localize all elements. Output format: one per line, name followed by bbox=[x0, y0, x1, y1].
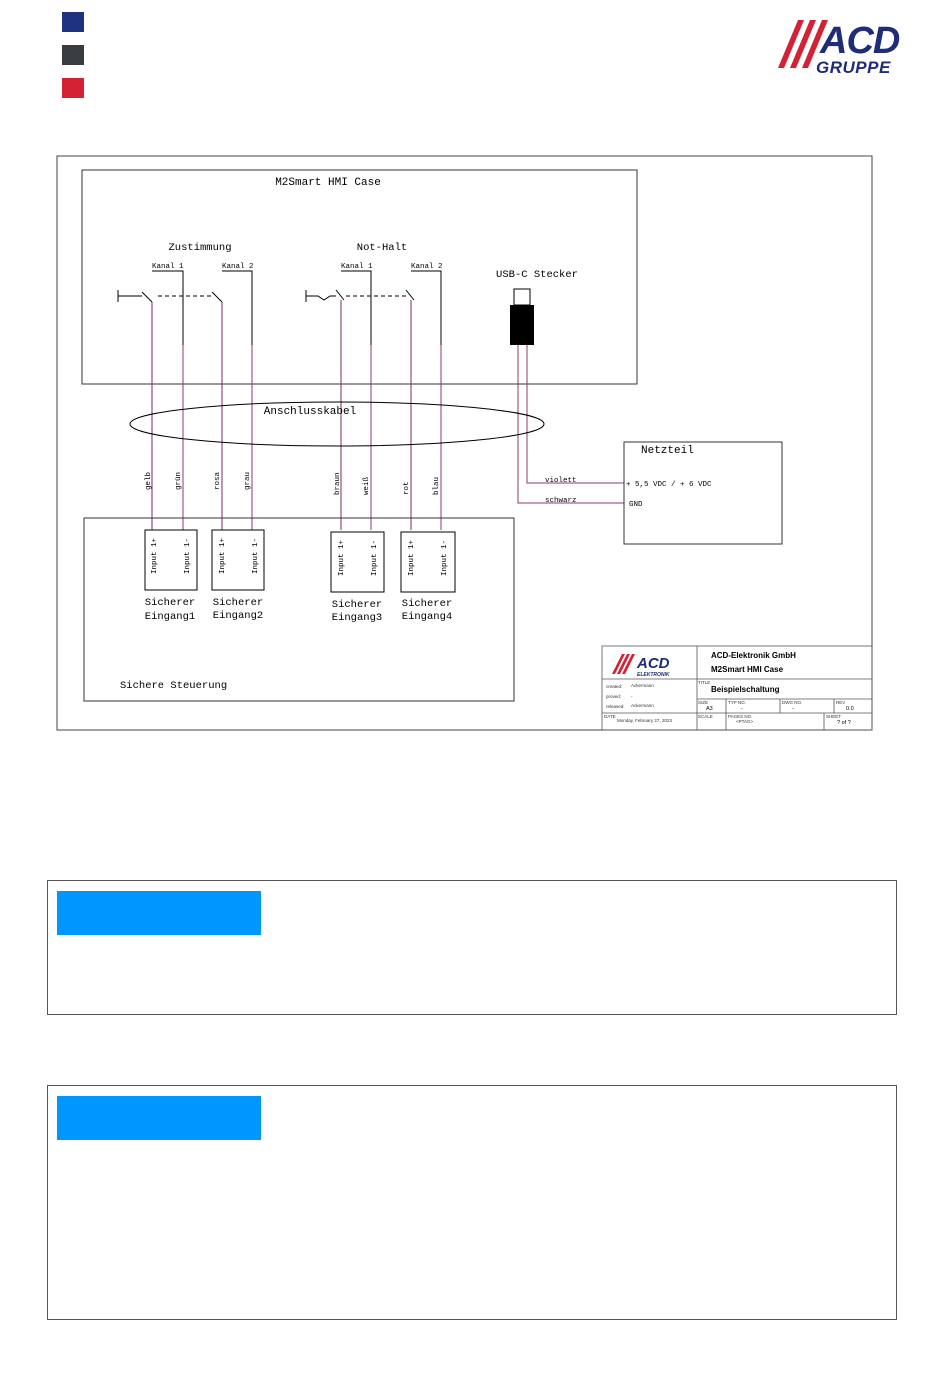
input-plus-label: Input 1+ bbox=[338, 539, 346, 576]
wire-color-label: weiß bbox=[363, 476, 371, 495]
tb-released-label: released: bbox=[606, 704, 625, 709]
tb-released-value: Ackermann bbox=[631, 703, 654, 708]
input-2-line2: Eingang2 bbox=[212, 610, 264, 622]
notice-box-2 bbox=[47, 1085, 897, 1320]
input-1-line2: Eingang1 bbox=[144, 611, 196, 623]
title-block-logo: ACD bbox=[637, 655, 670, 672]
tb-proved-label: proved: bbox=[606, 694, 622, 699]
input-minus-label: Input 1- bbox=[252, 537, 260, 574]
tb-product: M2Smart HMI Case bbox=[711, 665, 784, 674]
usb-label: USB-C Stecker bbox=[496, 269, 578, 281]
tb-title-caption: TITLE bbox=[698, 680, 711, 685]
tb-sheet-value: ? of ? bbox=[837, 720, 851, 726]
kanal-2-label: Kanal 2 bbox=[411, 263, 443, 271]
kanal-2-label: Kanal 2 bbox=[222, 263, 254, 271]
usb-connector-plug bbox=[514, 289, 530, 305]
notice-box-1 bbox=[47, 880, 897, 1015]
case-label: M2Smart HMI Case bbox=[275, 177, 381, 189]
usb-connector-body bbox=[510, 305, 534, 345]
tb-dwg-value: - bbox=[792, 706, 794, 712]
tb-title: Beispielschaltung bbox=[711, 685, 780, 694]
zustimmung-label: Zustimmung bbox=[168, 242, 232, 254]
input-plus-label: Input 1+ bbox=[408, 539, 416, 576]
wire-violett-label: violett bbox=[545, 477, 577, 485]
wire-color-label: gelb bbox=[145, 471, 153, 490]
title-block-logo-sub: ELEKTRONIK bbox=[637, 672, 670, 678]
input-minus-label: Input 1- bbox=[441, 539, 449, 576]
input-3-line1: Sicherer bbox=[331, 599, 383, 611]
input-4-line2: Eingang4 bbox=[401, 611, 453, 623]
input-4-line1: Sicherer bbox=[401, 598, 453, 610]
input-minus-label: Input 1- bbox=[184, 537, 192, 574]
tb-scale-label: SCALE bbox=[698, 714, 713, 719]
tb-size-label: SIZE bbox=[698, 700, 709, 705]
wire-color-label: braun bbox=[334, 472, 342, 495]
tb-created-label: created: bbox=[606, 684, 623, 689]
notice-box-1-header bbox=[57, 891, 261, 935]
kanal-1-label: Kanal 1 bbox=[152, 263, 184, 271]
wire-schwarz-label: schwarz bbox=[545, 497, 577, 505]
logo-main-text: ACD bbox=[820, 20, 900, 62]
input-minus-label: Input 1- bbox=[371, 539, 379, 576]
wire-color-label: blau bbox=[433, 476, 441, 495]
cable-label: Anschlusskabel bbox=[263, 406, 357, 418]
netzteil-label: Netzteil bbox=[641, 445, 694, 457]
kanal-1-label: Kanal 1 bbox=[341, 263, 373, 271]
tb-pages-value: <PTAG> bbox=[736, 719, 754, 724]
control-label: Sichere Steuerung bbox=[120, 680, 228, 692]
tb-date-label: DATE bbox=[604, 714, 616, 719]
tb-rev-value: 0.0 bbox=[846, 706, 854, 712]
tb-typ-label: TYP NO. bbox=[728, 700, 746, 705]
nothalt-label: Not-Halt bbox=[356, 242, 408, 254]
tb-sheet-label: SHEET bbox=[826, 714, 842, 719]
psu-gnd-label: GND bbox=[629, 501, 643, 509]
tb-pages-label: PAGES NO. bbox=[728, 714, 753, 719]
tb-company: ACD-Elektronik GmbH bbox=[711, 651, 796, 660]
input-2-line1: Sicherer bbox=[212, 597, 264, 609]
logo-sub-text: GRUPPE bbox=[816, 58, 891, 77]
wire-color-label: grau bbox=[244, 471, 252, 490]
wire-color-label: rot bbox=[403, 481, 411, 495]
tb-typ-value: - bbox=[741, 706, 743, 712]
wire-color-label: grün bbox=[175, 471, 183, 490]
input-plus-label: Input 1+ bbox=[151, 537, 159, 574]
tb-proved-value: - bbox=[631, 694, 633, 699]
psu-plus-label: + 5,5 VDC / + 6 VDC bbox=[626, 481, 712, 489]
input-plus-label: Input 1+ bbox=[219, 537, 227, 574]
notice-box-2-header bbox=[57, 1096, 261, 1140]
tb-created-value: Ackermann bbox=[631, 683, 654, 688]
input-3-line2: Eingang3 bbox=[331, 612, 383, 624]
tb-dwg-label: DWG NO. bbox=[782, 700, 803, 705]
tb-date-value: Monday, February 27, 2023 bbox=[617, 718, 672, 723]
tb-rev-label: REV bbox=[836, 700, 846, 705]
input-1-line1: Sicherer bbox=[144, 597, 196, 609]
wire-color-label: rosa bbox=[214, 471, 222, 490]
tb-size-value: A3 bbox=[706, 706, 713, 712]
